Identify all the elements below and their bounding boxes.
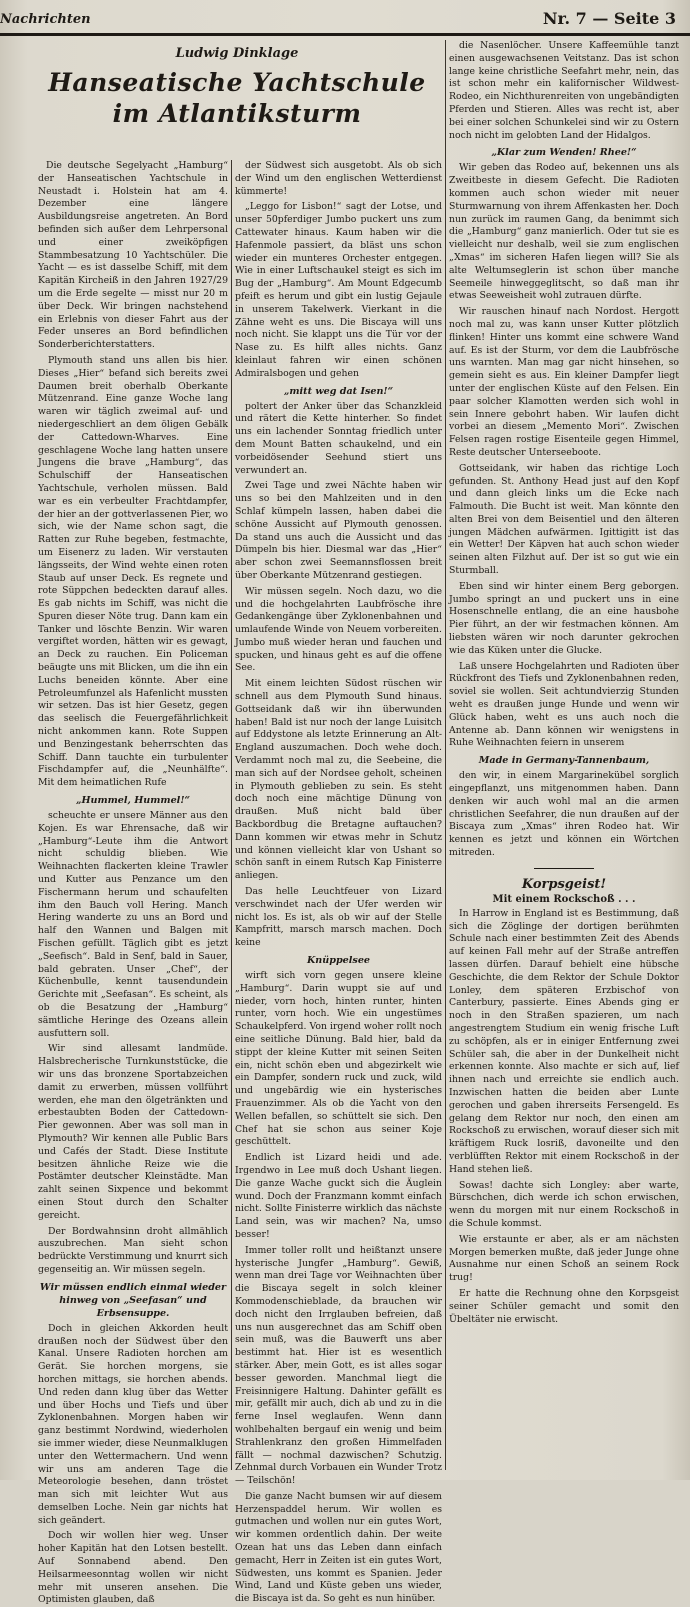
subheading: „Klar zum Wenden! Rhee!“ — [491, 147, 637, 159]
paragraph: scheuchte er unsere Männer aus den Kojen. Es war Ehrensache, daß wir „Hamburg“-Leute ihm die Antwort nicht schuldig blieben. Wie Weihnachten flackerten kleine Trawler und Kutter aus Penzance um den Fischermann herum und schaufelten ihm den Bauch voll Hering. Manch Hering wanderte zu uns an Bord und half den Wannen und Balgen mit Fischen gefüllt. Täglich gibt es jetzt „Seefisch“. Bald in Senf, bald in Sauer, bald gebraten. Unser „Chef“, der Küchenbulle, kennt tausendundein Gerichte mit „Seefasan“. Es scheint, als ob die Besatzung der „Hamburg“ sämtliche Heringe des Ozeans allein ausfuttern soll. — [38, 810, 228, 1039]
paragraph: Er hatte die Rechnung ohne den Korpsgeist seiner Schüler gemacht und somit den Übeltäter nie erwischt. — [449, 1287, 679, 1325]
paragraph: poltert der Anker über das Schanzkleid und rätert die Kette hinterher. So findet uns ein lachender Sonntag friedlich unter dem Mount Batten schaukelnd, und ein vorbeidösender Seehund stiert uns verwundert an. — [235, 400, 442, 476]
paragraph: der Südwest sich ausgetobt. Als ob sich der Wind um den englischen Wetterdienst kümmerte! — [235, 160, 442, 197]
column-2 — [235, 160, 442, 1605]
headline-line-2: im Atlantiksturm — [112, 99, 362, 128]
paragraph: die Nasenlöcher. Unsere Kaffeemühle tanzt einen ausgewachsenen Veitstanz. Das ist schon lange keine christliche Seefahrt mehr, nein, das ist schon mehr ein kalifornischer Wildwest-Rodeo, ein Nichthurenreiten von ungebändigten Pferden und Stieren. Alles was recht ist, aber bei einer solchen Schunkelei sind wir zu Ostern noch nicht im gelobten Land der Hidalgos. — [449, 40, 679, 141]
paragraph: Wie erstaunte er aber, als er am nächsten Morgen bemerken mußte, daß jeder Junge ohne Ausnahme nur einen Schoß an seinem Rock trug! — [449, 1233, 679, 1284]
page-header — [0, 4, 690, 34]
article-title-block — [38, 38, 436, 160]
subheading: „Hummel, Hummel!“ — [75, 795, 191, 807]
paragraph: Der Bordwahnsinn droht allmählich auszubrechen. Man sieht schon bedrückte Verstimmung und knurrt sich gegenseitig an. Wir müssen segeln. — [38, 1225, 228, 1275]
subheading: „mitt weg dat Isen!“ — [283, 385, 394, 397]
subheading: Knüppelsee — [306, 955, 371, 967]
column-1 — [38, 160, 228, 1606]
paragraph: Sowas! dachte sich Longley: aber warte, Bürschchen, dich werde ich schon erwischen, wenn du morgen mit nur einem Rockschoß in die Schule kommst. — [449, 1179, 679, 1229]
paragraph: „Leggo for Lisbon!“ sagt der Lotse, und unser 50pferdiger Jumbo puckert uns zum Cattewater hinaus. Kaum haben wir die Hafenmole passiert, da bläst uns schon wieder ein munteres Orchester entgegen. Wie in einer Luftschaukel steigt es sich im Bug der „Hamburg“. Am Mount Edgecumb pfeift es herum und gibt ein lustig Gejaule in unserem Takelwerk. Vierkant in die Zähne weht es uns. Die Biscaya will uns noch nicht. Sie klappt uns die Tür vor der Nase zu. Es hilft alles nichts. Ganz kleinlaut fahren wir einen schönen Admiralsbogen und gehen — [235, 201, 442, 379]
paragraph: wirft sich vorn gegen unsere kleine „Hamburg“. Darin wuppt sie auf und nieder, vorn hoch, hinten runter, hinten runter, vorn hoch. Wie ein ungestümes Schaukelpferd. Von irgend woher rollt noch eine seitliche Dünung. Bald hier, bald da stippt der kleine Kutter mit seinen Seiten ein, nicht schön eben und abgezirkelt wie ein Dampfer, sondern ruck und zuck, wild und ungebärdig wie ein hysterisches Frauenzimmer. Als ob die Yacht von den Wellen befallen, so schüttelt sie sich. Den Chef hat sie schon aus seiner Koje geschüttelt. — [235, 970, 442, 1148]
paragraph: In Harrow in England ist es Bestimmung, daß sich die Zöglinge der dortigen berühmten Schule nach einer bestimmten Zeit des Abends auf keinen Fall mehr auf der Straße antreffen lassen dürfen. Darauf behielt eine hübsche Geschichte, die dem Rektor der Schule Doktor Lonley, dem späteren Erzbischof von Canterbury, passierte. Eines Abends ging er noch in den Straßen spazieren, um nach angestrengtem Studium ein wenig frische Luft zu schöpfen, als er in einiger Entfernung zwei Schüler sah, die aber in der Dunkelheit nicht erkennen konnte. Also machte er sich auf, lief ihnen nach und erreichte sie endlich auch. Inzwischen hatten die beiden aber Lunte gerochen und gaben ihrerseits Fersengeld. Es gelang dem Rektor nur noch, den einen am Rockschoß zu erwischen, worauf dieser sich mit kräftigem Ruck losriß, davoneilte und den verblüfften Rektor mit einem Rockschoß in der Hand stehen ließ. — [449, 907, 679, 1175]
section-name: Nachrichten — [0, 12, 91, 27]
paragraph: Doch wir wollen hier weg. Unser hoher Kapitän hat den Lotsen bestellt. Auf Sonnabend abend. Den Heilsarmeesonntag wollen wir nicht mehr mit unseren ansehen. Die Optimisten glauben, daß — [38, 1530, 228, 1606]
paragraph: Immer toller rollt und heißtanzt unsere hysterische Jungfer „Hamburg“. Gewiß, wenn man drei Tage vor Weihnachten über die Biscaya segelt in solch kleiner Kommodenschieblade, da brauchen wir doch nicht den Irrglauben befreien, daß uns nun ausgerechnet das am Schiff oben sein muß, was die Bauwerft uns aber bestimmt hat. Hier ist es wesentlich stärker. Aber, mein Gott, es ist alles sogar besser geworden. Manchmal liegt die Freisinnigere Haltung. Dahinter gefällt es mir, gefällt mir auch, dich ab und zu in die ferne Insel weglaufen. Wenn dann wohlbehalten bergauf ein wenig und beim Strahlenkranz den großen Himmelfaden fällt — nochmal dazwischen? Schutzig. Zehnmal durch Vorbauen ein Wunder Trotz — Teilschön! — [235, 1244, 442, 1487]
paragraph: Wir sind allesamt landmüde. Halsbrecherische Turnkunststücke, die wir uns das bronzene Sportabzeichen damit zu erwerben, müssen vollführt werden, ehe man den ölgetränkten und erbestaubten Boden der Cattedown-Pier gewonnen. Aber was soll man in Plymouth? Wir kennen alle Public Bars und Cafés der Stadt. Diese Institute besitzen ähnliche Reize wie die Postämter deutscher Kleinstädte. Man zahlt seinen Sixpence und bekommt einen Stout durch den Schalter gereicht. — [38, 1043, 228, 1221]
subheading: Wir müssen endlich einmal wieder hinweg von „Seefasan“ und Erbsensuppe. — [39, 1281, 227, 1319]
paragraph: Zwei Tage und zwei Nächte haben wir uns so bei den Mahlzeiten und in den Schlaf kümpeln lassen, haben dabei die schöne Aussicht auf Plymouth genossen. Da stand uns auch die Aussicht und das Dümpeln bis hier. Diesmal war das „Hier“ aber schon zwei Seemannsflossen breit über Oberkante Mützenrand gestiegen. — [235, 480, 442, 581]
column-rule — [231, 160, 232, 1470]
paragraph: Mit einem leichten Südost rüschen wir schnell aus dem Plymouth Sund hinaus. Gottseidank daß wir ihn überwunden haben! Bald ist nur noch der lange Luisitch auf Eddystone als letzte Erinnerung an Alt-England auszumachen. Doch wehe doch. Verdammt noch mal zu, die Seebeine, die man sich auf der Nordsee geholt, scheinen in Plymouth geblieben zu sein. Es steht doch noch eine mächtige Dünung von draußen. Muß nicht bald über Backbordbug die Bretagne auftauchen? Dann kommen wir etwas mehr in Schutz und können vielleicht klar von Ushant so schön sanft in einem Rutsch Kap Finisterre anliegen. — [235, 678, 442, 882]
second-article-subtitle: Mit einem Rockschoß . . . — [492, 893, 636, 905]
paragraph: Wir müssen segeln. Noch dazu, wo die und die hochgelahrten Laubfrösche ihre Gedankengänge über Zyklonenbahnen und umlaufende Winde von Neuem vorbereiten. Jumbo muß wieder heran und fauchen und spucken, und hinaus geht es auf die offene See. — [235, 585, 442, 674]
subheading: Made in Germany-Tannenbaum, — [478, 755, 650, 767]
section-divider — [534, 868, 594, 869]
paragraph: Plymouth stand uns allen bis hier. Dieses „Hier“ befand sich bereits zwei Daumen breit oberhalb Oberkante Mützenrand. Eine ganze Woche lang waren wir täglich zweimal auf- und niedergeschliert an dem öligen Gebälk der Cattedown-Wharves. Eine geschlagene Woche lang hatten unsere Jungens die brave „Hamburg“, das Schulschiff der Hanseatischen Yachtschule, verholen müssen. Bald war es ein verbeulter Frachtdampfer, der hier an der gottverlassenen Pier, wo sich, wie der Name schon sagt, die Ratten zur Ruhe begeben, festmachte, um Eisenerz zu laden. Wir verstauten längsseits, der Wind wehte einen roten Staub auf unser Deck. Es regnete und rote Süppchen bedeckten darauf alles. Es gab nichts im Schiff, was nicht die Spuren dieser Nöte trug. Dann kam ein Tanker und löschte Benzin. Wir waren vergiftet worden, hätten wir es gewagt, an Deck zu rauchen. Ein Policeman beäugte uns mit Blicken, um die ihn ein Luchs beneiden könnte. Aber eine Petroleumfunzel als Hafenlicht mussten wir setzen. Das ist hier Gesetz, gegen das seelisch die Feuergefährlichkeit nicht ankommen kann. Rote Suppen und Benzingestank beherrschten das Schiff. Dann tauchte ein turbulenter Fischdampfer auf, die „Neunhälfte“. Mit dem heimatlichen Rufe — [38, 354, 228, 789]
issue-page-number: Nr. 7 — Seite 3 — [542, 9, 676, 28]
paragraph: Gottseidank, wir haben das richtige Loch gefunden. St. Anthony Head just auf den Kopf und dann gleich links um die Ecke nach Falmouth. Die Bucht ist weit. Man könnte den alten Brei von dem Beisentiel und den älteren jungen Mädchen aufwärmen. Igittigitt ist das ein Wetter! Der Käpven hat auch schon wieder seinen alten Filzhut auf. Der ist so gut wie ein Sturmball. — [449, 462, 679, 577]
paragraph: Die ganze Nacht bumsen wir auf diesem Herzenspaddel herum. Wir wollen es gutmachen und wollen nur ein gutes Wort, wir kommen ordentlich dahin. Der weite Ozean hat uns das Leben dann einfach gemacht, Herr in Zeiten ist ein gutes Wort, Südwesten, uns kommt es Spanien. Jeder Wind, Land und Küste geben uns wieder, die Biscaya ist da. So geht es nun hinüber. — [235, 1490, 442, 1605]
second-article-title: Korpsgeist! — [521, 876, 607, 892]
header-rule — [0, 33, 690, 36]
paragraph: Endlich ist Lizard heidi und ade. Irgendwo in Lee muß doch Ushant liegen. Die ganze Wache guckt sich die Äuglein wund. Doch der Franzmann kommt einfach nicht. Sollte Finisterre wirklich das nächste Land sein, was wir machen? Na, umso besser! — [235, 1152, 442, 1240]
article-intro: Die deutsche Segelyacht „Hamburg“ der Hanseatischen Yachtschule in Neustadt i. Holstein hat am 4. Dezember eine längere Ausbildungsreise angetreten. An Bord befinden sich außer dem Lehrpersonal und einer zweiköpfigen Stammbesatzung 10 Yachtschüler. Die Yacht — es ist dasselbe Schiff, mit dem Kapitän Kircheiß in den Jahren 1927/29 um die Erde segelte — misst nur 20 m über Deck. Wir bringen nachstehend ein Erlebnis von dieser Fahrt aus der Feder unseres an Bord befindlichen Sonderberichterstatters. — [38, 160, 228, 351]
paragraph: Laß unsere Hochgelahrten und Radioten über Rückfront des Tiefs und Zyklonenbahnen reden, soviel sie wollen. Seit achtundvierzig Stunden weht es draußen junge Hunde und wenn wir Glück haben, weht es uns auch noch die Antenne ab. Dann können wir wenigstens in Ruhe Weihnachten feiern in unserem — [449, 660, 679, 749]
headline-line-1: Hanseatische Yachtschule — [48, 68, 426, 97]
paragraph: Eben sind wir hinter einem Berg geborgen. Jumbo springt an und puckert uns in eine Hosenschnelle entlang, die an eine hausbohe Pier führt, an der wir festmachen können. Am liebsten wären wir noch darunter gekrochen wie das Küken unter die Glucke. — [449, 580, 679, 656]
column-3 — [449, 40, 679, 1474]
paragraph: Wir geben das Rodeo auf, bekennen uns als Zweitbeste in diesem Gefecht. Die Radioten kommen auch schon wieder mit neuer Sturmwarnung von ihrem Affenkasten her. Doch nun zurück im raumen Gang, da benimmt sich die „Hamburg“ ganz manierlich. Oder tut sie es vielleicht nur deshalb, weil sie zum englischen „Xmas“ im sicheren Hafen liegen will? Sie als alte Weltumseglerin ist schon über manche Seemeile hinweggeglitscht, so daß man ihr etwas Seeweisheit wohl zutrauen dürfte. — [449, 162, 679, 302]
column-rule — [445, 40, 446, 1470]
paragraph: den wir, in einem Margarinekübel sorglich eingepflanzt, uns mitgenommen haben. Dann denken wir auch wohl mal an die armen christlichen Seefahrer, die nun draußen auf der Biscaya zum „Xmas“ ihren Rodeo hat. Wir kennen es jetzt und können ein Wörtchen mitreden. — [449, 770, 679, 859]
byline: Ludwig Dinklage — [175, 46, 299, 61]
paragraph: Das helle Leuchtfeuer von Lizard verschwindet nach der Ufer werden wir nicht los. Es ist, als ob wir auf der Stelle Kampfritt, marsch marsch machen. Doch keine — [235, 886, 442, 949]
paragraph: Wir rauschen hinauf nach Nordost. Hergott noch mal zu, was kann unser Kutter plötzlich flinken! Hinter uns kommt eine schwere Wand auf. Es ist der Sturm, vor dem die Laubfrösche uns warnten. Man mag gar nicht hinsehen, so gemein sieht es aus. Ein kleiner Dampfer liegt unter der englischen Küste auf den Felsen. Ein paar solcher Klamotten werden sich wohl in sein Innere gebohrt haben. Wir laufen dicht vorbei an diesem „Memento Mori“. Zwischen Felsen ragen rostige Eisenteile gegen Himmel, Reste deutscher Unterseeboote. — [449, 306, 679, 458]
paragraph: Doch in gleichen Akkorden heult draußen noch der Südwest über den Kanal. Unsere Radioten horchen am Gerät. Sie horchen morgens, sie horchen mittags, sie horchen abends. Und reden dann klug über das Wetter und über Hochs und Tiefs und über Zyklonenbahnen. Morgen haben wir ganz bestimmt Nordwind, wiederholen sie immer wieder, diese Neunmalklugen unter den Wettermachern. Und wenn wir uns am anderen Tage die Meteorologie besehen, dann tröstet man sich mit leichter Wut aus demselben Loche. Nein gar nichts hat sich geändert. — [38, 1322, 228, 1526]
